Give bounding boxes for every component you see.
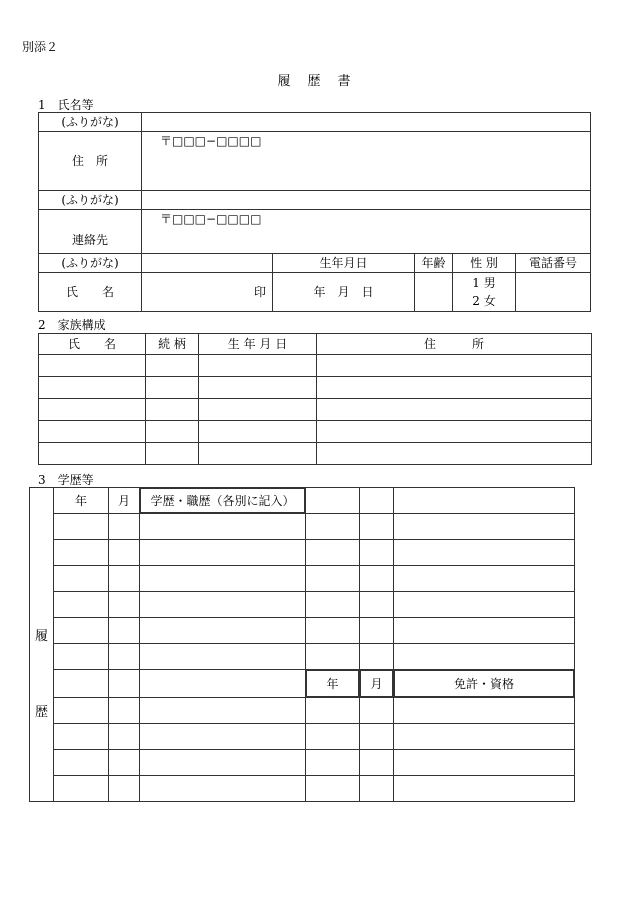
table-row xyxy=(30,644,575,670)
address-cell[interactable] xyxy=(142,132,591,191)
table-cell[interactable] xyxy=(109,540,140,566)
attachment-label: 別添２ xyxy=(22,40,59,54)
table-row xyxy=(30,724,575,750)
table-cell[interactable] xyxy=(360,592,394,618)
table-cell[interactable] xyxy=(306,750,360,776)
table-cell[interactable] xyxy=(39,443,146,465)
table-cell[interactable] xyxy=(140,698,306,724)
table-cell[interactable] xyxy=(146,377,199,399)
table-row xyxy=(30,750,575,776)
phone-header: 電話番号 xyxy=(516,254,591,273)
table-row xyxy=(39,399,592,421)
table-cell[interactable] xyxy=(360,698,394,724)
table-row xyxy=(39,355,592,377)
table-cell[interactable] xyxy=(54,670,109,698)
contact-label: 連絡先 xyxy=(39,210,142,254)
contact-cell[interactable] xyxy=(142,210,591,254)
seal-mark: 印 xyxy=(253,285,266,299)
table-cell[interactable] xyxy=(199,355,317,377)
table-cell[interactable] xyxy=(54,618,109,644)
table-cell[interactable] xyxy=(306,592,360,618)
table-cell[interactable] xyxy=(140,670,306,698)
table-cell[interactable] xyxy=(317,377,592,399)
table-cell[interactable] xyxy=(146,443,199,465)
table-cell[interactable] xyxy=(109,566,140,592)
furigana-label: (ふりがな) xyxy=(39,191,142,210)
age-cell[interactable] xyxy=(415,273,453,312)
section2-heading: 2 家族構成 xyxy=(38,318,106,332)
table-cell[interactable] xyxy=(140,566,306,592)
table-cell[interactable] xyxy=(54,592,109,618)
sex-cell[interactable] xyxy=(453,273,516,312)
table-cell[interactable] xyxy=(394,592,575,618)
table-cell[interactable] xyxy=(199,377,317,399)
name-cell[interactable] xyxy=(142,273,273,312)
sex-option-female: 2 女 xyxy=(472,294,496,308)
table-row xyxy=(30,592,575,618)
table-row xyxy=(39,421,592,443)
history-col-year: 年 xyxy=(54,488,109,514)
table-cell[interactable] xyxy=(199,421,317,443)
table-cell[interactable] xyxy=(146,355,199,377)
table-row xyxy=(30,566,575,592)
table-cell[interactable] xyxy=(360,644,394,670)
furigana-label: (ふりがな) xyxy=(39,254,142,273)
table-cell[interactable] xyxy=(109,750,140,776)
license-col-year: 年 xyxy=(306,670,360,698)
table-cell[interactable] xyxy=(39,355,146,377)
table-cell[interactable] xyxy=(54,566,109,592)
table-cell[interactable] xyxy=(306,644,360,670)
furigana-label: (ふりがな) xyxy=(39,113,142,132)
name-label: 氏 名 xyxy=(39,273,142,312)
section1-heading: 1 氏名等 xyxy=(38,98,94,112)
personal-info-table xyxy=(38,112,591,312)
table-row xyxy=(30,514,575,540)
history-col-month: 月 xyxy=(109,488,140,514)
page-title: 履 歴 書 xyxy=(277,74,353,89)
table-cell[interactable] xyxy=(54,750,109,776)
table-cell[interactable] xyxy=(360,514,394,540)
license-col-description: 免許・資格 xyxy=(394,670,575,698)
table-cell[interactable] xyxy=(140,540,306,566)
table-row xyxy=(30,670,575,698)
address-furigana-cell[interactable] xyxy=(142,113,591,132)
table-cell[interactable] xyxy=(394,698,575,724)
table-cell[interactable] xyxy=(306,724,360,750)
table-cell[interactable] xyxy=(109,618,140,644)
table-cell[interactable] xyxy=(306,776,360,802)
table-cell[interactable] xyxy=(54,776,109,802)
phone-cell[interactable] xyxy=(516,273,591,312)
table-cell[interactable] xyxy=(199,443,317,465)
contact-postal-code: 〒□□□−□□□□ xyxy=(160,212,262,226)
table-cell[interactable] xyxy=(306,566,360,592)
history-col-description: 学歴・職歴（各別に記入） xyxy=(140,488,306,514)
table-cell[interactable] xyxy=(360,488,394,514)
table-cell[interactable] xyxy=(394,618,575,644)
table-cell[interactable] xyxy=(394,488,575,514)
table-cell[interactable] xyxy=(140,750,306,776)
table-cell[interactable] xyxy=(360,540,394,566)
history-table xyxy=(29,487,575,802)
table-cell[interactable] xyxy=(317,443,592,465)
family-table xyxy=(38,333,592,465)
table-cell[interactable] xyxy=(306,540,360,566)
birthdate-header: 生年月日 xyxy=(273,254,415,273)
table-row xyxy=(39,443,592,465)
family-col-address: 住 所 xyxy=(317,334,592,355)
contact-furigana-cell[interactable] xyxy=(142,191,591,210)
table-cell[interactable] xyxy=(394,724,575,750)
birthdate-cell[interactable] xyxy=(273,273,415,312)
table-cell[interactable] xyxy=(54,540,109,566)
table-cell[interactable] xyxy=(109,670,140,698)
table-cell[interactable] xyxy=(394,776,575,802)
table-cell[interactable] xyxy=(394,514,575,540)
table-cell[interactable] xyxy=(54,644,109,670)
table-cell[interactable] xyxy=(360,618,394,644)
table-cell[interactable] xyxy=(109,644,140,670)
table-cell[interactable] xyxy=(394,750,575,776)
sex-option-male: 1 男 xyxy=(472,276,496,290)
table-cell[interactable] xyxy=(140,592,306,618)
postal-code-field: 〒□□□−□□□□ xyxy=(160,134,262,148)
table-cell[interactable] xyxy=(109,514,140,540)
sex-header: 性 別 xyxy=(453,254,516,273)
table-cell[interactable] xyxy=(54,514,109,540)
family-col-name: 氏 名 xyxy=(39,334,146,355)
family-col-birth: 生 年 月 日 xyxy=(199,334,317,355)
history-side-label xyxy=(30,488,54,802)
table-cell[interactable] xyxy=(109,724,140,750)
table-cell[interactable] xyxy=(306,514,360,540)
name-furigana-cell[interactable] xyxy=(142,254,273,273)
table-cell[interactable] xyxy=(140,618,306,644)
table-cell[interactable] xyxy=(109,698,140,724)
table-cell[interactable] xyxy=(140,776,306,802)
table-cell[interactable] xyxy=(199,399,317,421)
table-row xyxy=(30,618,575,644)
table-cell[interactable] xyxy=(317,421,592,443)
table-cell[interactable] xyxy=(394,644,575,670)
table-cell[interactable] xyxy=(360,750,394,776)
table-cell[interactable] xyxy=(140,644,306,670)
table-cell[interactable] xyxy=(109,592,140,618)
table-cell[interactable] xyxy=(146,399,199,421)
table-cell[interactable] xyxy=(109,776,140,802)
license-col-month: 月 xyxy=(360,670,394,698)
table-cell[interactable] xyxy=(317,355,592,377)
table-cell[interactable] xyxy=(54,724,109,750)
table-cell[interactable] xyxy=(306,698,360,724)
address-label: 住 所 xyxy=(39,132,142,191)
table-row xyxy=(30,698,575,724)
table-cell[interactable] xyxy=(360,566,394,592)
table-row xyxy=(30,540,575,566)
table-cell[interactable] xyxy=(306,488,360,514)
side-char-2: 歴 xyxy=(34,704,48,720)
table-cell[interactable] xyxy=(317,399,592,421)
table-cell[interactable] xyxy=(360,724,394,750)
table-cell[interactable] xyxy=(394,566,575,592)
table-cell[interactable] xyxy=(54,698,109,724)
age-header: 年齢 xyxy=(415,254,453,273)
table-cell[interactable] xyxy=(146,421,199,443)
table-row xyxy=(30,776,575,802)
date-format: 年 月 日 xyxy=(313,285,374,299)
side-char-1: 履 xyxy=(34,628,48,644)
table-cell[interactable] xyxy=(140,724,306,750)
table-row xyxy=(39,377,592,399)
table-cell[interactable] xyxy=(360,776,394,802)
table-cell[interactable] xyxy=(39,377,146,399)
table-cell[interactable] xyxy=(306,618,360,644)
table-cell[interactable] xyxy=(394,540,575,566)
family-col-relation: 続 柄 xyxy=(146,334,199,355)
section3-heading: 3 学歴等 xyxy=(38,473,94,487)
table-cell[interactable] xyxy=(140,514,306,540)
table-cell[interactable] xyxy=(39,421,146,443)
table-cell[interactable] xyxy=(39,399,146,421)
